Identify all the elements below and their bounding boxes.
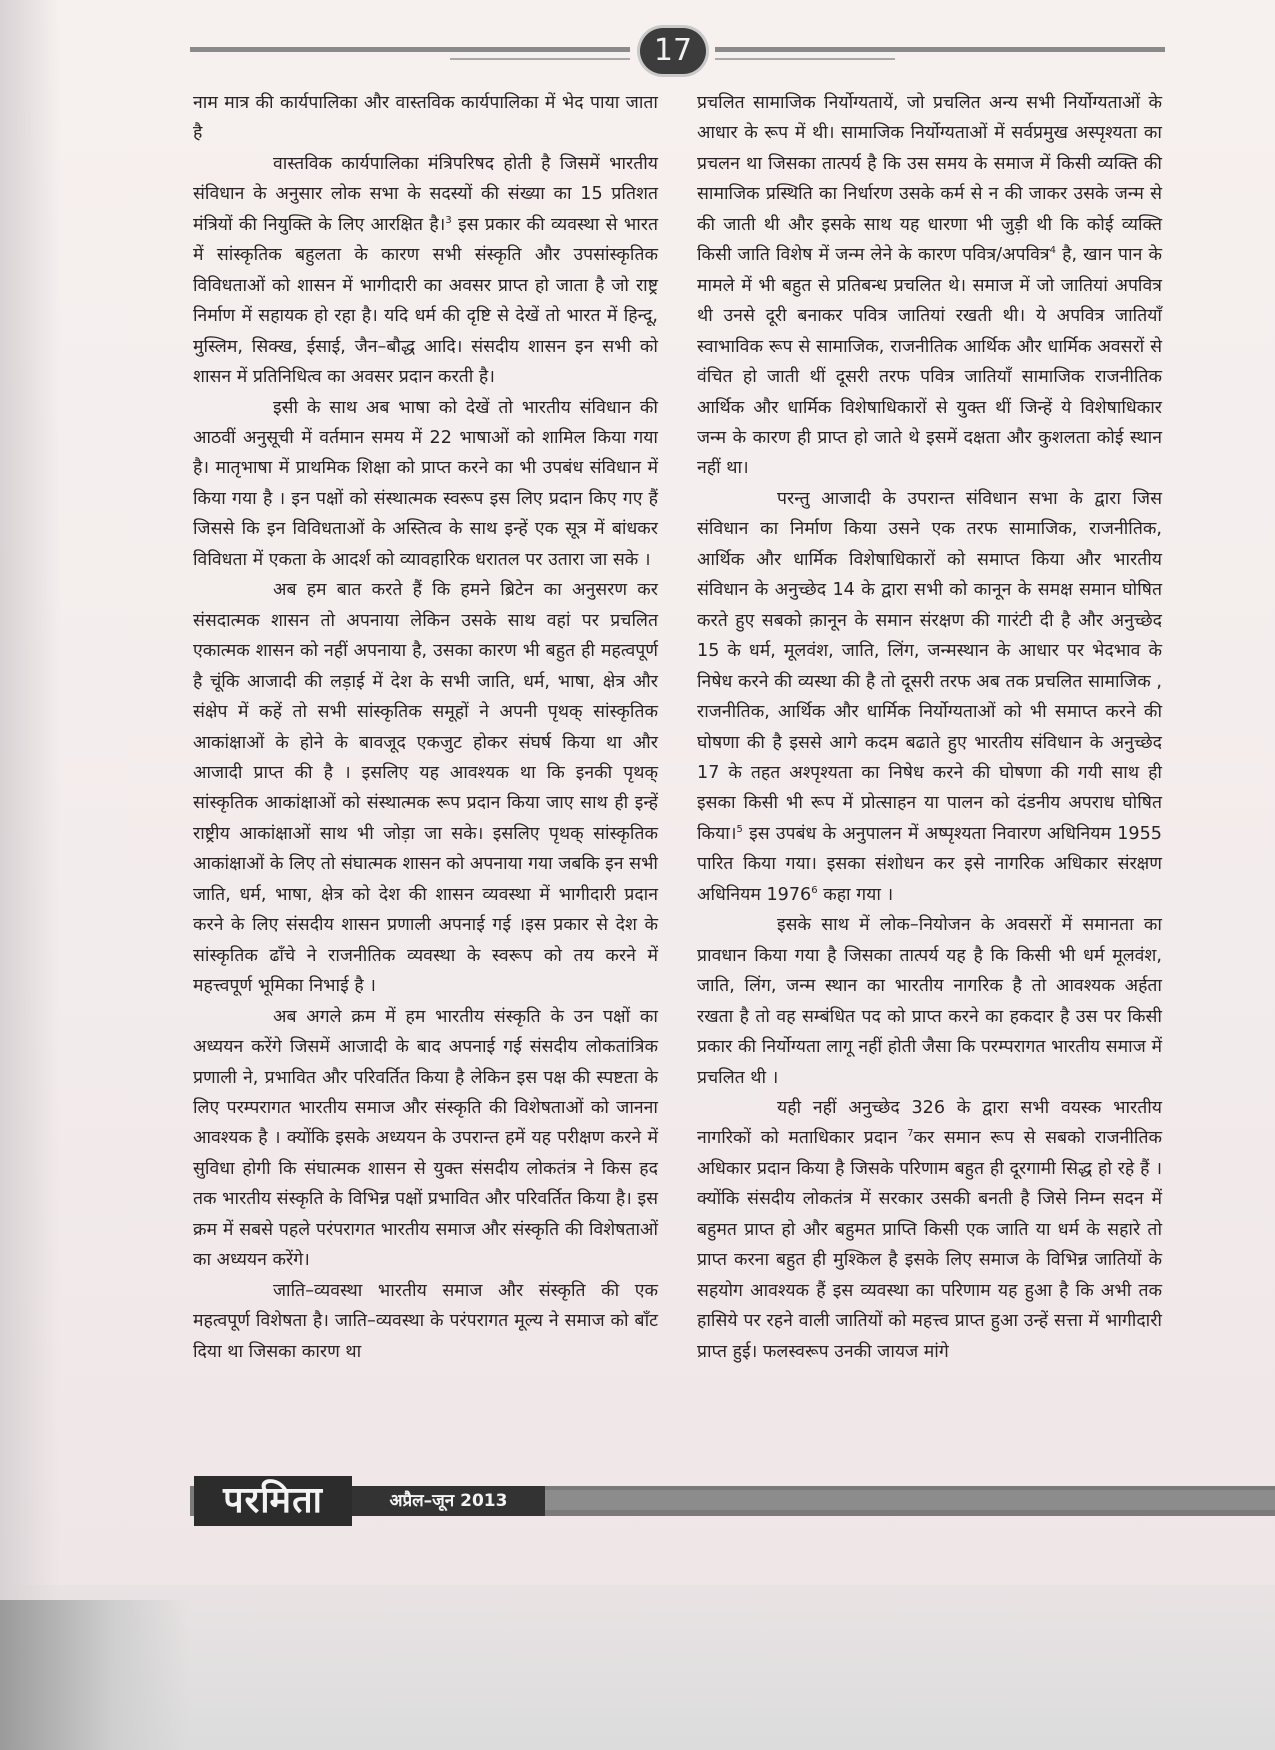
issue-date: अप्रैल–जून 2013	[352, 1486, 545, 1516]
footnote-marker: 3	[445, 214, 452, 226]
paragraph-text: परन्तु आजादी के उपरान्त संविधान सभा के द्वारा जिस संविधान का निर्माण किया उसने एक तरफ सामाजिक, राजनीतिक, आर्थिक और धार्मिक विशेषाधिकारों को समाप्त किया और भारतीय संविधान के अनुच्छेद 14 के द्वारा सभी को कानून के समक्ष समान घोषित करते हुए सबको क़ानून के समान संरक्षण की गारंटी दी है और अनुच्छेद 15 के धर्म, मूलवंश, जाति, लिंग, जन्मस्थान के आधार पर भेदभाव के निषेध करने की व्यस्था की है तो दूसरी तरफ अब तक प्रचलित सामाजिक , राजनीतिक, आर्थिक और धार्मिक निर्योग्यताओं को भी समाप्त करने की घोषणा की है इससे आगे कदम बढाते हुए भारतीय संविधान के अनुच्छेद 17 के तहत अश्पृश्यता का निषेध करने की घोषणा की गयी साथ ही इसका किसी भी रूप में प्रोत्साहन या पालन को दंडनीय अपराध घोषित किया।	[697, 488, 1162, 844]
header-rule-right	[715, 47, 1165, 52]
paragraph: इसी के साथ अब भाषा को देखें तो भारतीय संविधान की आठवीं अनुसूची में वर्तमान समय में 22 भाषाओं को शामिल किया गया है। मातृभाषा में प्राथमिक शिक्षा को प्राप्त करने का भी उपबंध संविधान में किया गया है । इन पक्षों को संस्थात्मक स्वरूप इस लिए प्रदान किए गए हैं जिससे कि इन विविधताओं के अस्तित्व के साथ इन्हें एक सूत्र में बांधकर विविधता में एकता के आदर्श को व्यावहारिक धरातल पर उतारा जा सके ।	[193, 397, 658, 570]
bottom-left-shade	[0, 1600, 190, 1750]
paragraph-text: इस उपबंध के अनुपालन में अष्पृश्यता निवारण अधिनियम 1955 पारित किया गया। इसका संशोधन कर इसे नागरिक अधिकार संरक्षण अधिनियम 1976	[697, 823, 1163, 905]
footnote-marker: 5	[736, 824, 743, 836]
paragraph	[697, 1093, 1162, 1367]
header-rule-left	[190, 47, 630, 52]
paragraph: अब अगले क्रम में हम भारतीय संस्कृति के उन पक्षों का अध्ययन करेंगे जिसमें आजादी के बाद अपनाई गई संसदीय लोकतांत्रिक प्रणाली ने, प्रभावित और परिवर्तित किया है लेकिन इस पक्ष की स्पष्टता के लिए परम्परागत भारतीय समाज और संस्कृति की विशेषताओं को जानना आवश्यक है । क्योंकि इसके अध्ययन के उपरान्त हमें यह परीक्षण करने में सुविधा होगी कि संघात्मक शासन से युक्त संसदीय लोकतंत्र ने किस हद तक भारतीय संस्कृति के विभिन्न पक्षों प्रभावित और परिवर्तित किया है। इस क्रम में सबसे पहले परंपरागत भारतीय समाज और संस्कृति की विशेषताओं का अध्ययन करेंगे।	[193, 1006, 658, 1271]
left-column	[193, 88, 658, 1367]
paragraph	[193, 149, 658, 393]
paragraph-text: यही नहीं अनुच्छेद 326 के द्वारा सभी वयस्क भारतीय नागरिकों को मताधिकार प्रदान	[697, 1097, 1162, 1149]
right-column	[697, 88, 1162, 1367]
paragraph-text: प्रचलित सामाजिक निर्योग्यतायें, जो प्रचलित अन्य सभी निर्योग्यताओं के आधार के रूप में थी। सामाजिक निर्योग्यताओं में सर्वप्रमुख अस्पृश्यता का प्रचलन था जिसका तात्पर्य है कि उस समय के समाज में किसी व्यक्ति की सामाजिक प्रस्थिति का निर्धारण उसके कर्म से न की जाकर उसके जन्म से की जाती थी और इसके साथ यह धारणा भी जुड़ी थी कि कोई व्यक्ति किसी जाति विशेष में जन्म लेने के कारण पवित्र/अपवित्र	[697, 93, 1162, 266]
footnote-marker: 4	[1049, 245, 1056, 257]
page-number: 17	[640, 28, 706, 74]
paragraph-text: कर समान रूप से सबको राजनीतिक अधिकार प्रदान किया है जिसके परिणाम बहुत ही दूरगामी सिद्ध हो रहे हैं । क्योंकि संसदीय लोकतंत्र में सरकार उसकी बनती है जिसे निम्न सदन में बहुमत प्राप्त हो और बहुमत प्राप्ति किसी एक जाति या धर्म के सहारे तो प्राप्त करना बहुत ही मुश्किल है इसके लिए समाज के विभिन्न जातियों के सहयोग आवश्यक हैं इस व्यवस्था का परिणाम यह हुआ है कि अभी तक हासिये पर रहने वाली जातियों को महत्त्व प्राप्त हुआ उन्हें सत्ता में भागीदारी प्राप्त हुई। फलस्वरूप उनकी जायज मांगे	[697, 1128, 1163, 1362]
page-bottom-band	[0, 1585, 1275, 1750]
paragraph: जाति–व्यवस्था भारतीय समाज और संस्कृति की एक महत्वपूर्ण विशेषता है। जाति–व्यवस्था के परंपरागत मूल्य ने समाज को बाँट दिया था जिसका कारण था	[193, 1280, 658, 1362]
paragraph-text: वास्तविक कार्यपालिका मंत्रिपरिषद होती है जिसमें भारतीय संविधान के अनुसार लोक सभा के सदस्यों की संख्या का 15 प्रतिशत मंत्रियों की नियुक्ति के लिए आरक्षित है।	[193, 153, 658, 235]
paragraph-text: इस प्रकार की व्यवस्था से भारत में सांस्कृतिक बहुलता के कारण सभी संस्कृति और उपसांस्कृतिक विविधताओं को शासन में भागीदारी का अवसर प्राप्त हो जाता है जो राष्ट्र निर्माण में सहायक हो रहा है। यदि धर्म की दृष्टि से देखें तो भारत में हिन्दू, मुस्लिम, सिक्ख, ईसाई, जैन–बौद्ध आदि। संसदीय शासन इन सभी को शासन में प्रतिनिधित्व का अवसर प्रदान करती है।	[193, 214, 658, 388]
paragraph: इसके साथ में लोक–नियोजन के अवसरों में समानता का प्रावधान किया गया है जिसका तात्पर्य यह है कि किसी भी धर्म मूलवंश, जाति, लिंग, जन्म स्थान का भारतीय नागरिक है तो आवश्यक अर्हता रखता है तो वह सम्बंधित पद को प्राप्त करने का हकदार है उस पर किसी प्रकार की निर्योग्यता लागू नहीं होती जैसा कि परम्परागत भारतीय समाज में प्रचलित थी ।	[697, 915, 1162, 1088]
paragraph-text: है, खान पान के मामले में भी बहुत से प्रतिबन्ध प्रचलित थे। समाज में जो जातियां अपवित्र थी उनसे दूरी बनाकर पवित्र जातियां रखती थी। ये अपवित्र जातियाँ स्वाभाविक रूप से सामाजिक, राजनीतिक आर्थिक और धार्मिक अवसरों से वंचित हो जाती थीं दूसरी तरफ पवित्र जातियाँ सामाजिक राजनीतिक आर्थिक और धार्मिक विशेषाधिकारों से युक्त थीं जिन्हें ये विशेषाधिकार जन्म के कारण ही प्राप्त हो जाते थे इसमें दक्षता और कुशलता कोई स्थान नहीं था।	[697, 245, 1162, 479]
left-binding-shadow	[0, 0, 60, 1750]
header-rule-right-thin	[715, 58, 895, 60]
footer-bar-light	[545, 1490, 1275, 1510]
footnote-marker: 6	[811, 884, 818, 896]
paragraph: अब हम बात करते हैं कि हमने ब्रिटेन का अनुसरण कर संसदात्मक शासन तो अपनाया लेकिन उसके साथ वहां पर प्रचलित एकात्मक शासन को नहीं अपनाया है, उसका कारण भी बहुत ही महत्वपूर्ण है चूंकि आजादी की लड़ाई में देश के सभी जाति, धर्म, भाषा, क्षेत्र और संक्षेप में कहें तो सभी सांस्कृतिक समूहों ने अपनी पृथक् सांस्कृतिक आकांक्षाओं के होने के बावजूद एकजुट होकर संघर्ष किया था और आजादी प्राप्त की है । इसलिए यह आवश्यक था कि इनकी पृथक् सांस्कृतिक आकांक्षाओं को संस्थात्मक रूप प्रदान किया जाए साथ ही इन्हें राष्ट्रीय आकांक्षाओं साथ भी जोड़ा जा सके। इसलिए पृथक् सांस्कृतिक आकांक्षाओं के लिए तो संघात्मक शासन को अपनाया गया जबकि इन सभी जाति, धर्म, भाषा, क्षेत्र को देश की शासन व्यवस्था में भागीदारी प्रदान करने के लिए संसदीय शासन प्रणाली अपनाई गई ।इस प्रकार से देश के सांस्कृतिक ढाँचे ने राजनीतिक व्यवस्था के स्वरूप को तय करने में महत्त्वपूर्ण भूमिका निभाई है ।	[193, 580, 658, 997]
paragraph	[697, 484, 1162, 910]
header-rule-left-thin	[450, 58, 630, 60]
paragraph-text: कहा गया ।	[823, 884, 894, 905]
paragraph	[697, 88, 1162, 484]
magazine-logo: परमिता	[194, 1476, 352, 1526]
paragraph: नाम मात्र की कार्यपालिका और वास्तविक कार्यपालिका में भेद पाया जाता है	[193, 93, 658, 144]
footnote-marker: 7	[907, 1128, 914, 1140]
